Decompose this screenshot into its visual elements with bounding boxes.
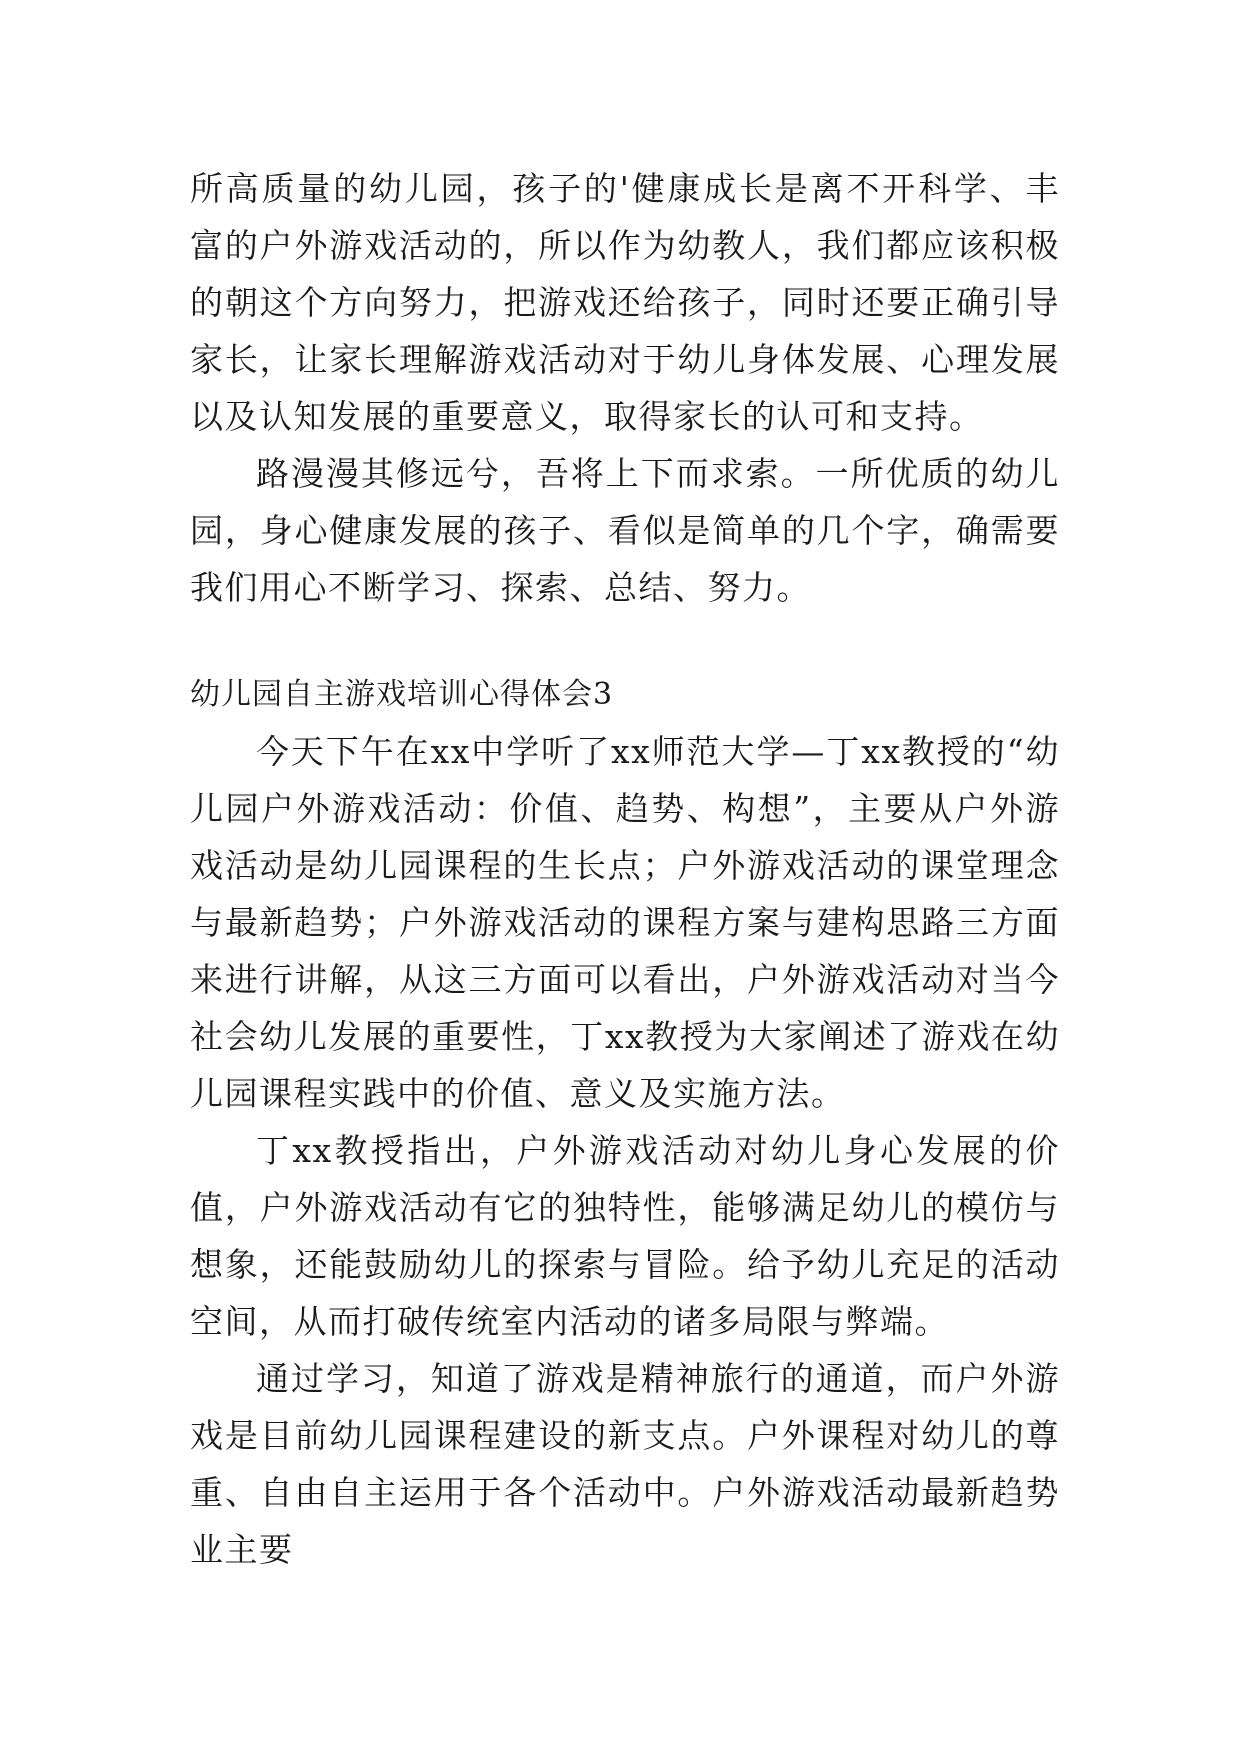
document-body [190,160,1060,1578]
paragraph-continued: 所高质量的幼儿园，孩子的'健康成长是离不开科学、丰富的户外游戏活动的，所以作为幼教人，我们都应该积极的朝这个方向努力，把游戏还给孩子，同时还要正确引导家长，让家长理解游戏活动对于幼儿身体发展、心理发展以及认知发展的重要意义，取得家长的认可和支持。 [190,169,1060,436]
paragraph-lecture-intro: 今天下午在xx中学听了xx师范大学—丁xx教授的“幼儿园户外游戏活动：价值、趋势、构想”，主要从户外游戏活动是幼儿园课程的生长点；户外游戏活动的课堂理念与最新趋势；户外游戏活动的课程方案与建构思路三方面来进行讲解，从这三方面可以看出，户外游戏活动对当今社会幼儿发展的重要性，丁xx教授为大家阐述了游戏在幼儿园课程实践中的价值、意义及实施方法。 [190,732,1060,1113]
paragraph-lecture-value: 丁xx教授指出，户外游戏活动对幼儿身心发展的价值，户外游戏活动有它的独特性，能够满足幼儿的模仿与想象，还能鼓励幼儿的探索与冒险。给予幼儿充足的活动空间，从而打破传统室内活动的诸多局限与弊端。 [190,1131,1060,1341]
paragraph-learning: 通过学习，知道了游戏是精神旅行的通道，而户外游戏是目前幼儿园课程建设的新支点。户外课程对幼儿的尊重、自由自主运用于各个活动中。户外游戏活动最新趋势业主要 [190,1359,1060,1569]
section-title: 幼儿园自主游戏培训心得体会3 [190,677,614,712]
paragraph-closing: 路漫漫其修远兮，吾将上下而求索。一所优质的幼儿园，身心健康发展的孩子、看似是简单的几个字，确需要我们用心不断学习、探索、总结、努力。 [190,454,1060,607]
